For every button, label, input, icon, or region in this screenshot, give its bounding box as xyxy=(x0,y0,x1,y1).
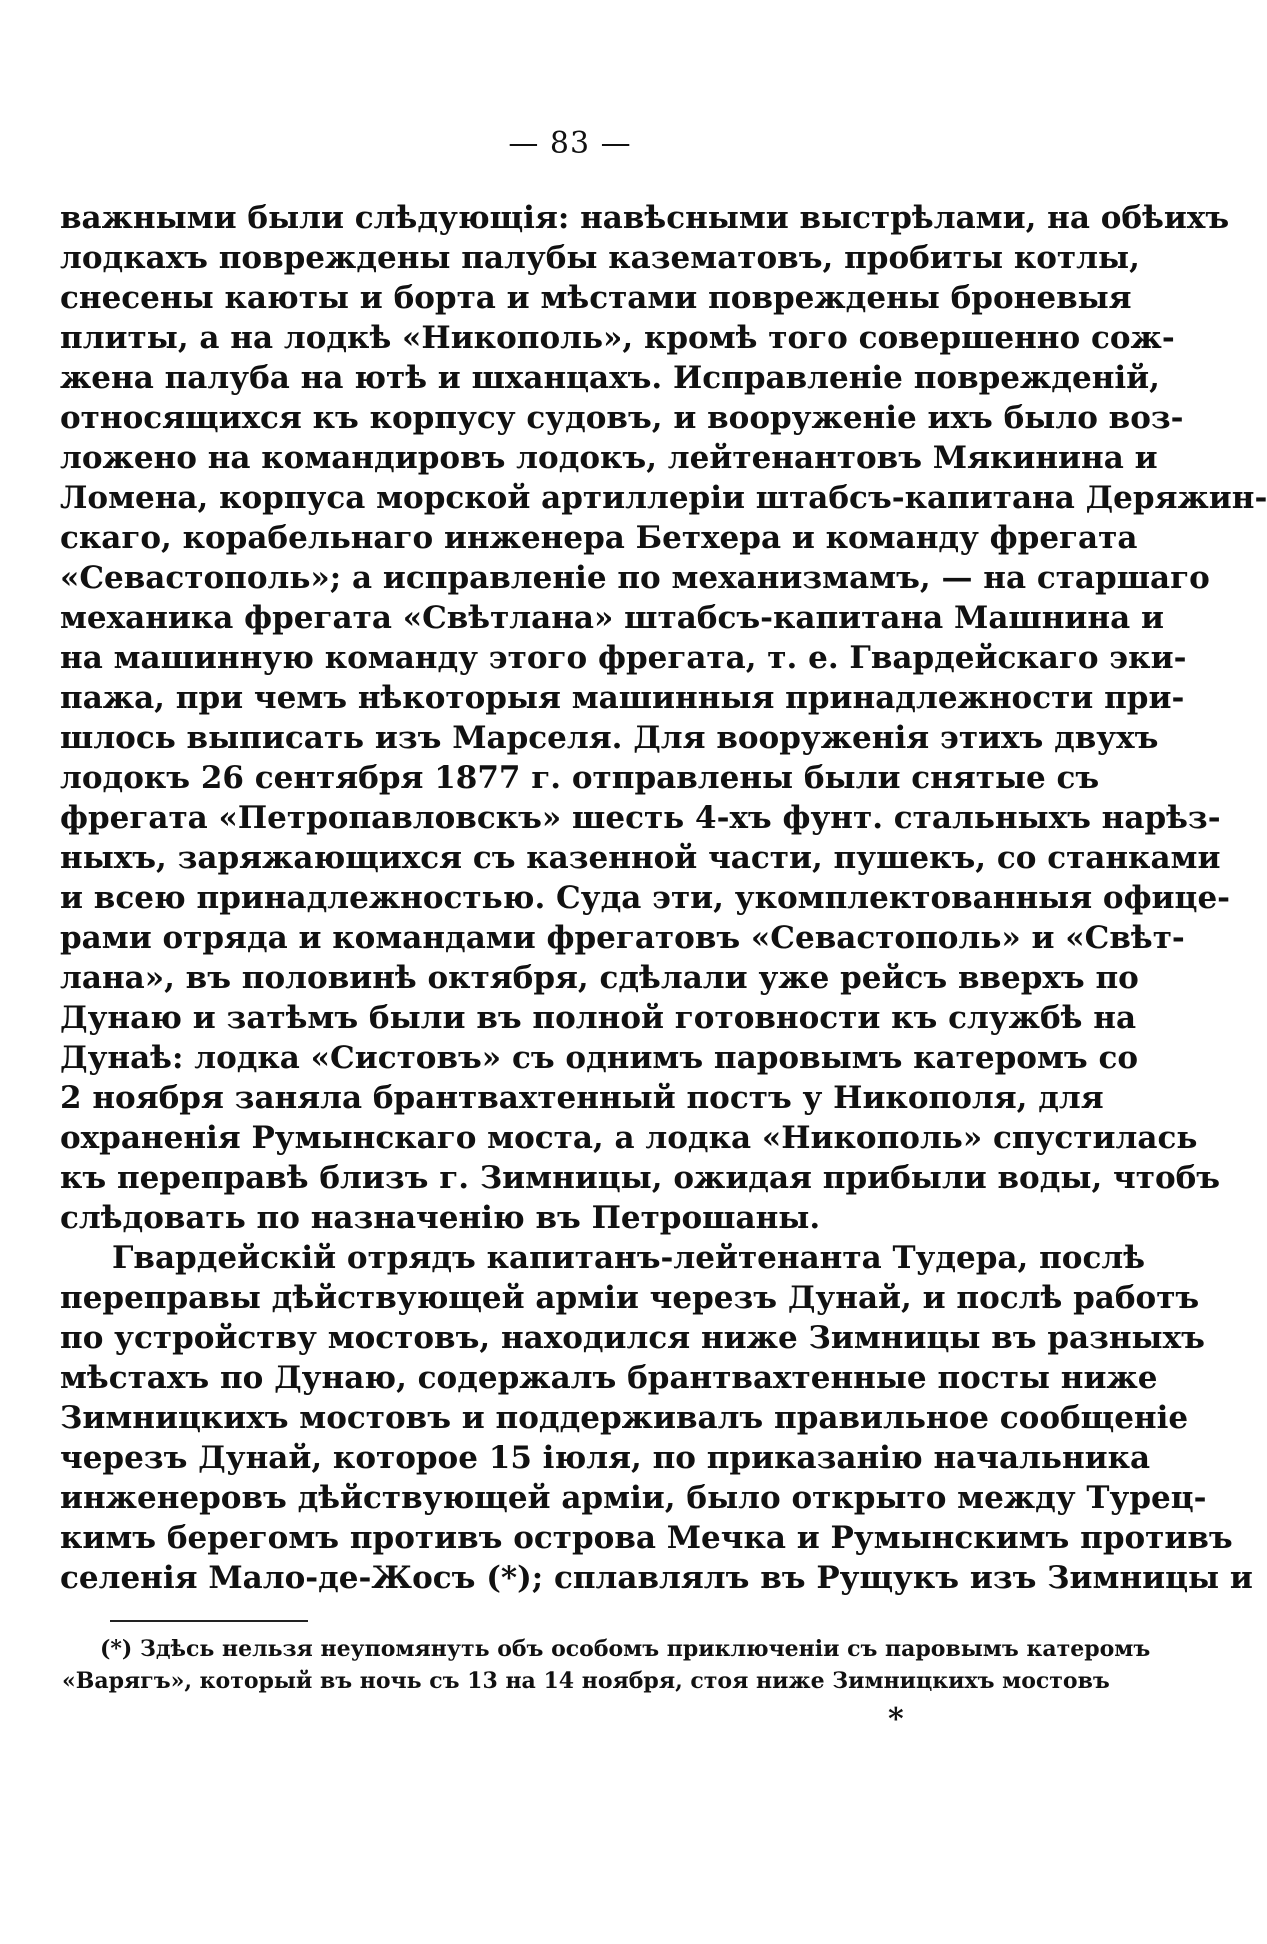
text-line: 2 ноября заняла брантвахтенный постъ у Никополя, для xyxy=(60,1080,1104,1116)
text-line: мѣстахъ по Дунаю, содержалъ брантвахтенные посты ниже xyxy=(60,1360,1158,1396)
text-line: и всею принадлежностью. Суда эти, укомплектованныя офице- xyxy=(60,880,1231,916)
text-line: лодкахъ повреждены палубы казематовъ, пробиты котлы, xyxy=(60,240,1140,276)
body-text xyxy=(60,198,1267,1598)
text-line: черезъ Дунай, которое 15 іюля, по приказанію начальника xyxy=(60,1440,1151,1476)
paragraph-last-line: слѣдовать по назначенію въ Петрошаны. xyxy=(60,1200,821,1236)
text-line: фрегата «Петропавловскъ» шесть 4-хъ фунт. стальныхъ нарѣз- xyxy=(60,800,1221,836)
text-line: шлось выписать изъ Марселя. Для вооруженія этихъ двухъ xyxy=(60,720,1159,756)
text-line: механика фрегата «Свѣтлана» штабсъ-капитана Машнина и xyxy=(60,600,1164,636)
text-line: жена палуба на ютѣ и шханцахъ. Исправленіе поврежденій, xyxy=(60,360,1160,396)
text-line: кимъ берегомъ противъ острова Мечка и Румынскимъ противъ xyxy=(60,1520,1233,1556)
footnote-block xyxy=(62,1633,1151,1697)
text-line: Дунаю и затѣмъ были въ полной готовности къ службѣ на xyxy=(60,1000,1137,1036)
text-line: лана», въ половинѣ октября, сдѣлали уже рейсъ вверхъ по xyxy=(60,960,1139,996)
text-line: ныхъ, заряжающихся съ казенной части, пушекъ, со станками xyxy=(60,840,1221,876)
text-line: Дунаѣ: лодка «Систовъ» съ однимъ паровымъ катеромъ со xyxy=(60,1040,1138,1076)
paragraph-first-line: Гвардейскій отрядъ капитанъ-лейтенанта Тудера, послѣ xyxy=(112,1240,1145,1276)
footnote-line: «Варягъ», который въ ночь съ 13 на 14 ноября, стоя ниже Зимницкихъ мостовъ xyxy=(62,1668,1110,1694)
footnote-line: (*) Здѣсь нельзя неупомянуть объ особомъ приключеніи съ паровымъ катеромъ xyxy=(100,1636,1151,1662)
text-line: на машинную команду этого фрегата, т. е. Гвардейскаго эки- xyxy=(60,640,1187,676)
page-number: — 83 — xyxy=(508,126,632,161)
text-line: снесены каюты и борта и мѣстами повреждены броневыя xyxy=(60,280,1132,316)
text-line: пажа, при чемъ нѣкоторыя машинныя принадлежности при- xyxy=(60,680,1185,716)
text-line: инженеровъ дѣйствующей арміи, было открыто между Турец- xyxy=(60,1480,1207,1516)
text-line: важными были слѣдующія: навѣсными выстрѣлами, на обѣихъ xyxy=(60,200,1230,236)
footnote-divider xyxy=(110,1620,308,1622)
text-line: относящихся къ корпусу судовъ, и вооруженіе ихъ было воз- xyxy=(60,400,1184,436)
continuation-asterisk: * xyxy=(888,1702,904,1737)
text-line: ложено на командировъ лодокъ, лейтенантовъ Мякинина и xyxy=(60,440,1158,476)
text-line: Зимницкихъ мостовъ и поддерживалъ правильное сообщеніе xyxy=(60,1400,1189,1436)
text-line: скаго, корабельнаго инженера Бетхера и команду фрегата xyxy=(60,520,1138,556)
text-line: Ломена, корпуса морской артиллеріи штабсъ-капитана Деряжин- xyxy=(60,480,1267,516)
text-line: лодокъ 26 сентября 1877 г. отправлены были снятые съ xyxy=(60,760,1100,796)
text-line: плиты, а на лодкѣ «Никополь», кромѣ того совершенно сож- xyxy=(60,320,1175,356)
text-line: переправы дѣйствующей арміи черезъ Дунай, и послѣ работъ xyxy=(60,1280,1200,1316)
text-line: «Севастополь»; а исправленіе по механизмамъ, — на старшаго xyxy=(60,560,1210,596)
text-line: къ переправѣ близъ г. Зимницы, ожидая прибыли воды, чтобъ xyxy=(60,1160,1221,1196)
text-line: рами отряда и командами фрегатовъ «Севастополь» и «Свѣт- xyxy=(60,920,1185,956)
text-line: селенія Мало-де-Жосъ (*); сплавлялъ въ Рущукъ изъ Зимницы и xyxy=(60,1560,1253,1596)
text-line: охраненія Румынскаго моста, а лодка «Никополь» спустилась xyxy=(60,1120,1198,1156)
text-line: по устройству мостовъ, находился ниже Зимницы въ разныхъ xyxy=(60,1320,1205,1356)
